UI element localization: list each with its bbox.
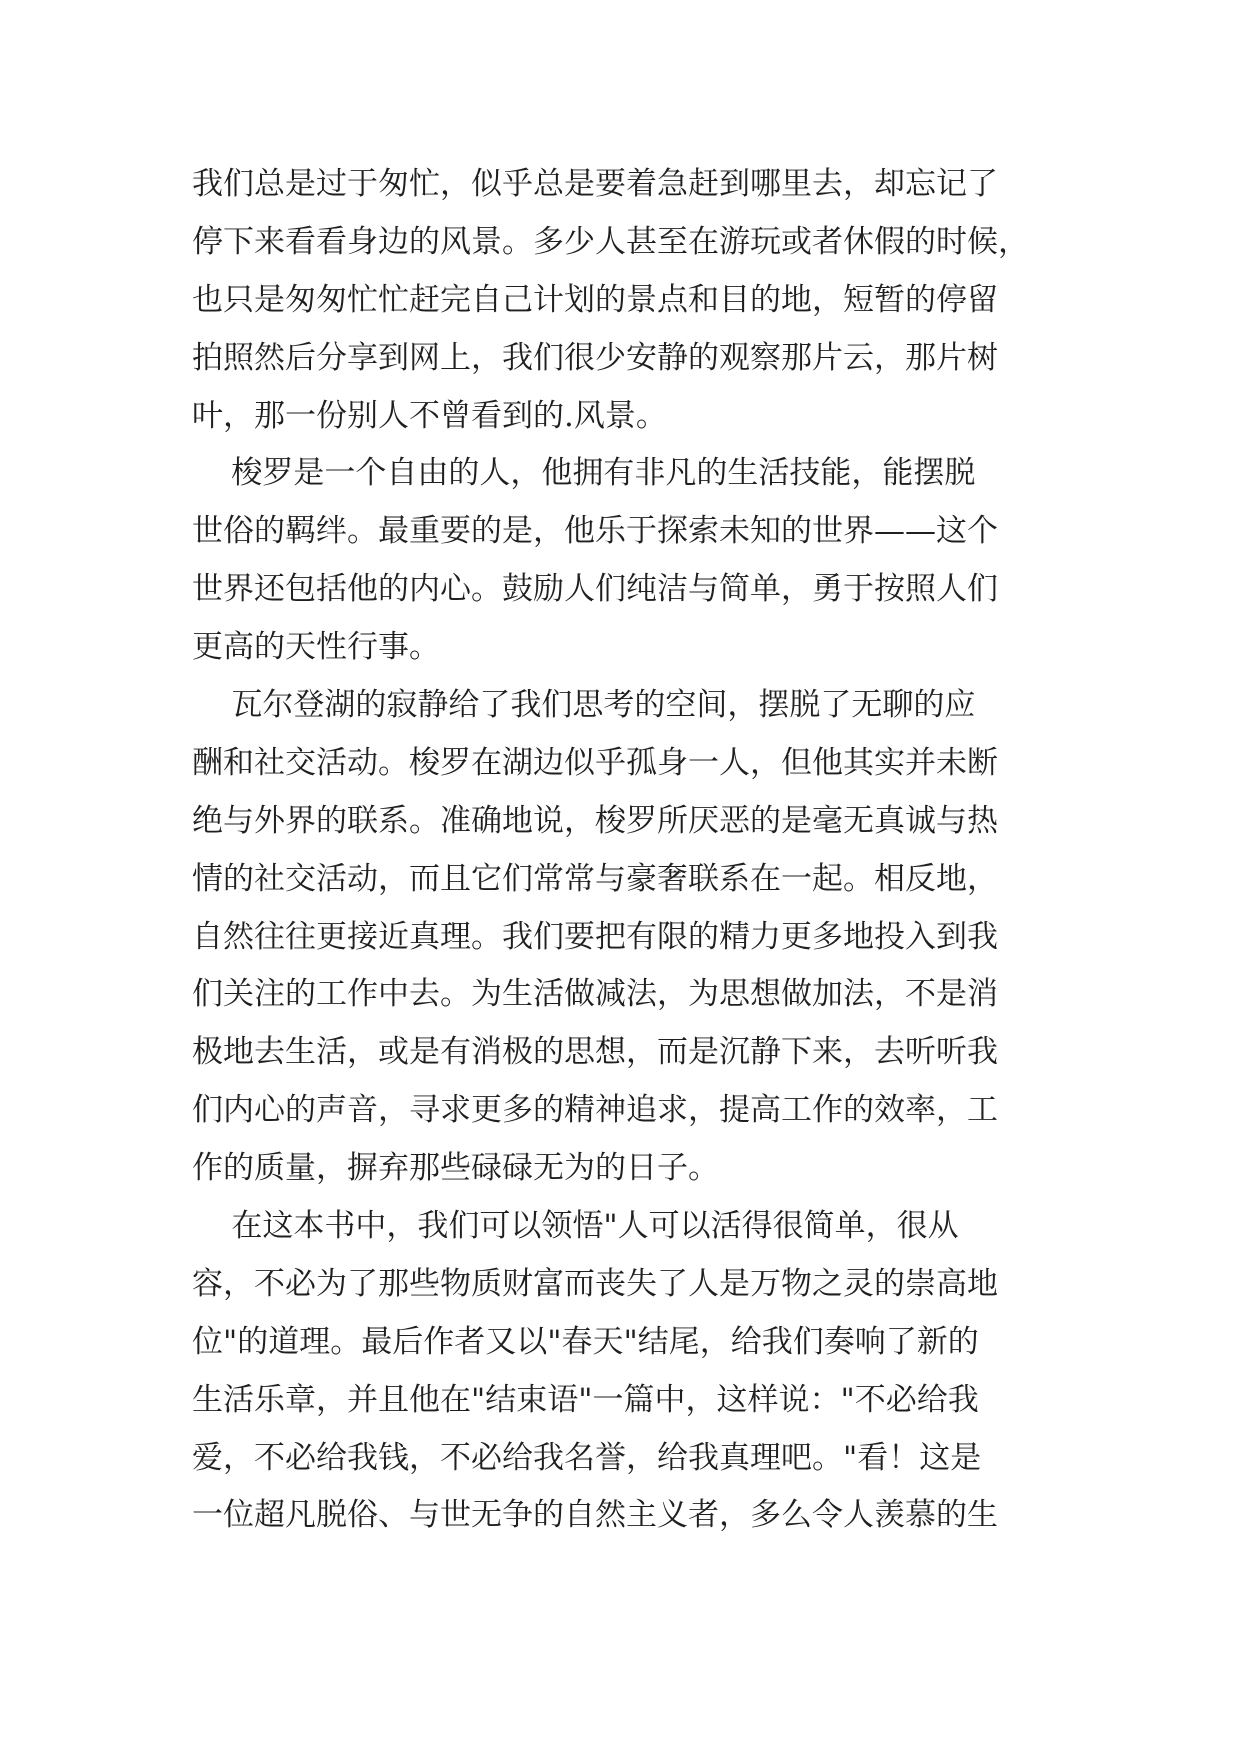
text-line: 也只是匆匆忙忙赶完自己计划的景点和目的地，短暂的停留	[192, 281, 998, 318]
text-line: 一位超凡脱俗、与世无争的自然主义者，多么令人羡慕的生	[192, 1497, 998, 1534]
text-line: 们关注的工作中去。为生活做减法，为思想做加法，不是消	[192, 976, 998, 1013]
body-text	[192, 156, 1092, 1545]
text-line: 酬和社交活动。梭罗在湖边似乎孤身一人，但他其实并未断	[192, 744, 998, 781]
text-line: 我们总是过于匆忙，似乎总是要着急赶到哪里去，却忘记了	[192, 166, 998, 202]
text-line: 作的质量，摒弃那些碌碌无为的日子。	[192, 1150, 719, 1187]
text-line: 更高的天性行事。	[192, 629, 440, 666]
text-line: 拍照然后分享到网上，我们很少安静的观察那片云，那片树	[192, 339, 998, 376]
text-line: 自然往往更接近真理。我们要把有限的精力更多地投入到我	[192, 918, 998, 955]
text-line: 停下来看看身边的风景。多少人甚至在游玩或者休假的时候，	[192, 223, 1029, 260]
text-line: 瓦尔登湖的寂静给了我们思考的空间，摆脱了无聊的应	[192, 687, 976, 724]
text-line: 容，不必为了那些物质财富而丧失了人是万物之灵的崇高地	[192, 1265, 998, 1302]
text-line: 位"的道理。最后作者又以"春天"结尾，给我们奏响了新的	[192, 1323, 979, 1360]
text-line: 们内心的声音，寻求更多的精神追求，提高工作的效率，工	[192, 1092, 998, 1129]
text-line: 情的社交活动，而且它们常常与豪奢联系在一起。相反地，	[192, 860, 998, 897]
text-line: 极地去生活，或是有消极的思想，而是沉静下来，去听听我	[192, 1034, 998, 1071]
text-line: 世界还包括他的内心。鼓励人们纯洁与简单，勇于按照人们	[192, 571, 998, 608]
text-line: 爱，不必给我钱，不必给我名誉，给我真理吧。"看！这是	[192, 1439, 982, 1476]
text-line: 世俗的羁绊。最重要的是，他乐于探索未知的世界——这个	[192, 513, 998, 550]
text-line: 生活乐章，并且他在"结束语"一篇中，这样说："不必给我	[192, 1381, 979, 1418]
text-line: 绝与外界的联系。准确地说，梭罗所厌恶的是毫无真诚与热	[192, 802, 998, 839]
text-line: 梭罗是一个自由的人，他拥有非凡的生活技能，能摆脱	[192, 455, 976, 492]
text-line: 在这本书中，我们可以领悟"人可以活得很简单，很从	[192, 1208, 959, 1245]
text-line: 叶，那一份别人不曾看到的.风景。	[192, 397, 667, 434]
